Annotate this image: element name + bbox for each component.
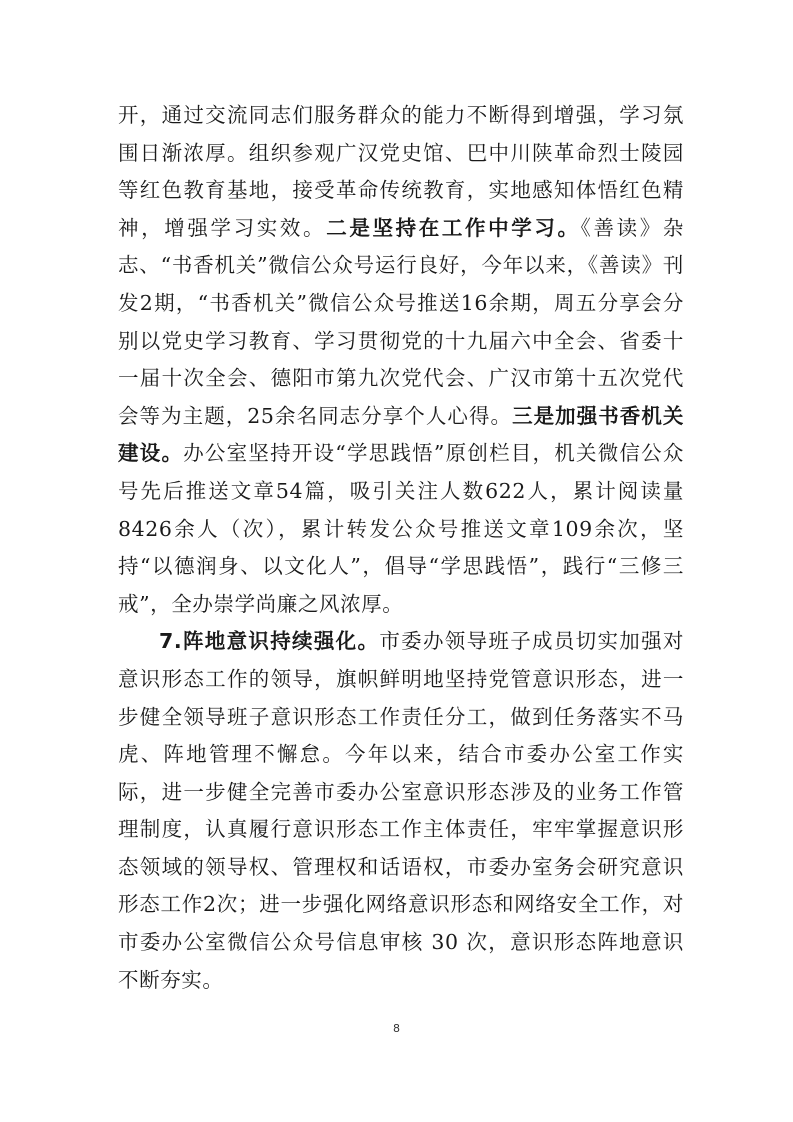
document-body <box>118 97 684 999</box>
section-heading-ideology: 7.阵地意识持续强化。 <box>159 629 380 654</box>
paragraph-ideology-position <box>118 623 684 999</box>
paragraph-text: 市委办领导班子成员切实加强对意识形态工作的领导，旗帜鲜明地坚持党管意识形态，进一步健全领导班子意识形态工作责任分工，做到任务落实不马虎、阵地管理不懈怠。今年以来，结合市委办公室工作实际，进一步健全完善市委办公室意识形态涉及的业务工作管理制度，认真履行意识形态工作主体责任，牢牢掌握意识形态领域的领导权、管理权和话语权，市委办室务会研究意识形态工作2次；进一步强化网络意识形态和网络安全工作，对市委办公室微信公众号信息审核 30 次，意识形态阵地意识不断夯实。 <box>118 629 685 992</box>
section-heading-scholarly-office: 三是加强书香机关建设。 <box>118 403 684 466</box>
paragraph-study-activities <box>118 97 684 623</box>
page-number: 8 <box>393 1022 400 1035</box>
section-heading-learn-at-work: 二是坚持在工作中学习。 <box>326 215 581 240</box>
paragraph-text: 办公室坚持开设“学思践悟”原创栏目，机关微信公众号先后推送文章54篇，吸引关注人数622人，累计阅读量8426余人（次），累计转发公众号推送文章109余次，坚持“以德润身、以文化人”，倡导“学思践悟”，践行“三修三戒”，全办崇学尚廉之风浓厚。 <box>118 441 684 616</box>
paragraph-text: 《善读》杂志、“书香机关”微信公众号运行良好，今年以来，《善读》刊发2期，“书香机关”微信公众号推送16余期，周五分享会分别以党史学习教育、学习贯彻党的十九届六中全会、省委十一届十次全会、德阳市第九次党代会、广汉市第十五次党代会等为主题，25余名同志分享个人心得。 <box>118 215 684 428</box>
paragraph-text: 开，通过交流同志们服务群众的能力不断得到增强，学习氛围日渐浓厚。组织参观广汉党史馆、巴中川陕革命烈士陵园等红色教育基地，接受革命传统教育，实地感知体悟红色精神，增强学习实效。 <box>118 103 684 240</box>
